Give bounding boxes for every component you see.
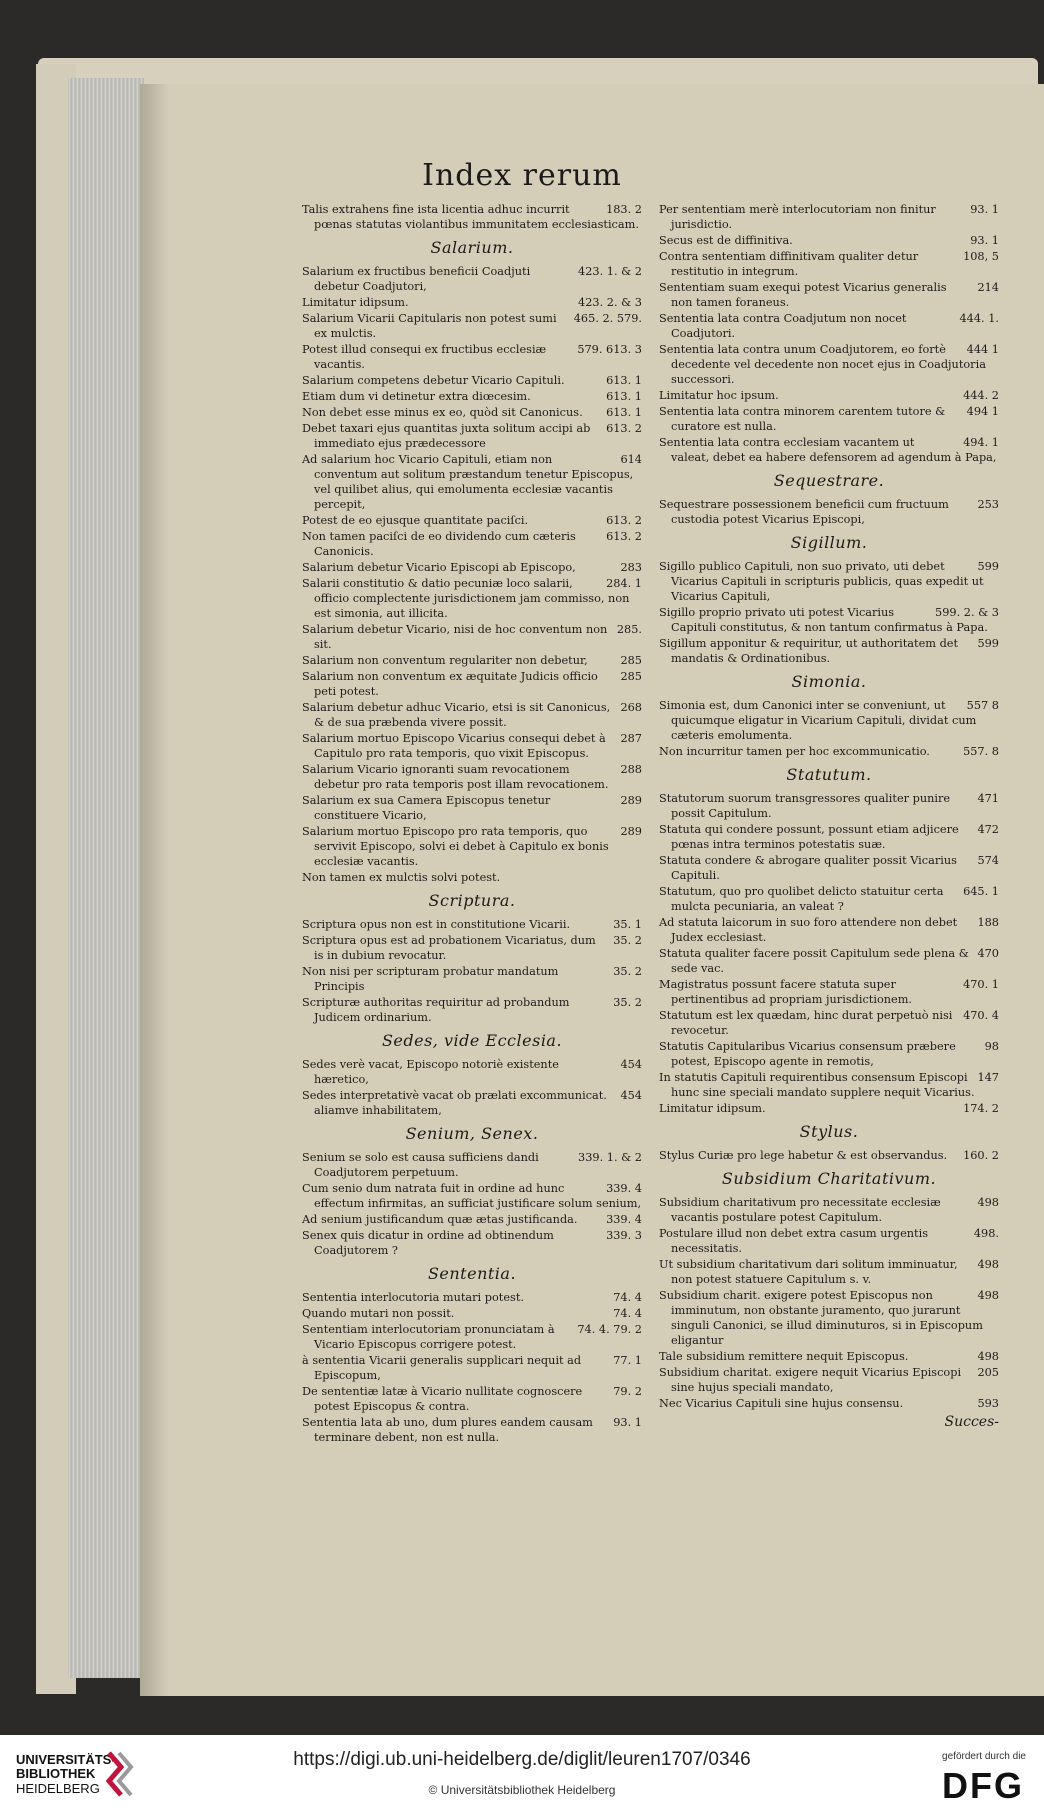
page-reference: 470. 1 [963, 978, 999, 991]
index-entry [302, 513, 642, 528]
index-entry [659, 1226, 999, 1256]
index-entry [302, 933, 642, 963]
entry-text: Limitatur idipsum. [659, 1102, 766, 1115]
page-reference: 574 [977, 854, 999, 867]
entry-text: Quando mutari non possit. [302, 1307, 455, 1320]
index-entry [302, 576, 642, 621]
copyright-notice: © Universitätsbibliothek Heidelberg [428, 1783, 616, 1797]
index-entry [302, 870, 642, 885]
library-name-line-1: UNIVERSITÄTS- [16, 1752, 116, 1767]
index-entry [302, 1322, 642, 1352]
entry-text: Subsidium charitativum pro necessitate ecclesiæ vacantis postulare potest Capitulum. [659, 1196, 941, 1224]
page-reference: 339. 4 [606, 1182, 642, 1195]
index-entry [659, 636, 999, 666]
entry-text: Magistratus possunt facere statuta super pertinentibus ad propriam jurisdictionem. [659, 978, 913, 1006]
index-heading: Subsidium Charitativum. [721, 1169, 937, 1188]
entry-text: Statuta qualiter facere possit Capitulum sede plena & sede vac. [659, 947, 969, 975]
entry-text: Per sententiam merè interlocutoriam non finitur jurisdictio. [659, 203, 936, 231]
entry-text: Sententia lata contra ecclesiam vacantem ut valeat, debet ea habere defensorem ad agendum à Papa, [659, 436, 997, 464]
page-reference: 284. 1 [606, 577, 642, 590]
page-reference: 174. 2 [963, 1102, 999, 1115]
index-entry [302, 1057, 642, 1087]
permalink-url[interactable]: https://digi.ub.uni-heidelberg.de/diglit/leuren1707/0346 [293, 1749, 751, 1770]
index-entry [659, 605, 999, 635]
page-title: Index rerum [422, 158, 622, 193]
index-entry [302, 653, 642, 668]
index-entry [302, 389, 642, 404]
index-entry [302, 342, 642, 372]
entry-text: Non incurritur tamen per hoc excommunicatio. [659, 745, 930, 758]
index-entry [659, 559, 999, 604]
index-entry [659, 1101, 999, 1116]
index-entry [302, 1306, 642, 1321]
index-entry [302, 824, 642, 869]
index-heading: Senium, Senex. [405, 1124, 539, 1143]
index-entry [302, 731, 642, 761]
page-reference: 288 [620, 763, 642, 776]
page-reference: 423. 1. & 2 [578, 265, 642, 278]
page-reference: 614 [620, 453, 642, 466]
index-entry [659, 915, 999, 945]
index-entry [302, 793, 642, 823]
page-reference: 285 [620, 654, 642, 667]
index-heading: Statutum. [786, 765, 872, 784]
index-entry [659, 249, 999, 279]
index-entry [659, 1396, 999, 1411]
entry-text: Non tamen ex mulctis solvi potest. [302, 871, 501, 884]
entry-text: Ad senium justificandum quæ ætas justificanda. [302, 1213, 578, 1226]
index-entry [302, 529, 642, 559]
page-reference: 147 [977, 1071, 999, 1084]
page-reference: 205 [977, 1366, 999, 1379]
index-entry [302, 917, 642, 932]
page-reference: 498 [977, 1289, 999, 1302]
book-cover-top [38, 58, 1038, 86]
page-reference: 108, 5 [963, 250, 999, 263]
index-entry [659, 698, 999, 743]
entry-text: Salarium non conventum ex æquitate Judicis officio peti potest. [302, 670, 598, 698]
entry-text: Sententia lata contra unum Coadjutorem, eo fortè decedente vel decedente non nocet ejus in Coadjutoria successori. [659, 343, 986, 386]
index-entry [659, 853, 999, 883]
index-entry [659, 1148, 999, 1163]
entry-text: Salarium Vicarii Capitularis non potest sumi ex mulctis. [302, 312, 557, 340]
page-reference: 98 [984, 1040, 999, 1053]
page-reference: 285. [616, 623, 642, 636]
entry-text: Salarium ex fructibus beneficii Coadjuti debetur Coadjutori, [302, 265, 531, 293]
index-entry [302, 202, 642, 232]
entry-text: Potest illud consequi ex fructibus ecclesiæ vacantis. [302, 343, 547, 371]
index-entry [659, 977, 999, 1007]
index-entry [659, 946, 999, 976]
entry-text: Salarium non conventum regulariter non debetur, [302, 654, 588, 667]
page-reference: 494. 1 [963, 436, 999, 449]
entry-text: Salarium competens debetur Vicario Capituli. [302, 374, 565, 387]
entry-text: Salarium debetur Vicario Episcopi ab Episcopo, [302, 561, 576, 574]
page-reference: 35. 2 [613, 996, 642, 1009]
page-reference: 283 [620, 561, 642, 574]
entry-text: Sententia lata contra Coadjutum non nocet Coadjutori. [659, 312, 907, 340]
entry-text: Salarium Vicario ignoranti suam revocationem debetur pro rata temporis post illam revocationem. [302, 763, 609, 791]
page-reference: 498. [973, 1227, 999, 1240]
entry-text: In statutis Capituli requirentibus consensum Episcopi hunc sine speciali mandato supplere nequit Vicarius. [659, 1071, 975, 1099]
entry-text: Subsidium charit. exigere potest Episcopus non imminutum, non obstante juramento, quo jurarunt singuli Canonici, se illud diminuturos, si in Episcopum eligantur [659, 1289, 983, 1347]
entry-text: Stylus Curiæ pro lege habetur & est observandus. [659, 1149, 948, 1162]
entry-text: Senium se solo est causa sufficiens dandi Coadjutorem perpetuum. [302, 1151, 539, 1179]
page-reference: 74. 4 [613, 1307, 642, 1320]
page-reference: 613. 2 [606, 422, 642, 435]
page-reference: 160. 2 [963, 1149, 999, 1162]
page-reference: 593 [977, 1397, 999, 1410]
index-entry [659, 1039, 999, 1069]
page-reference: 599. 2. & 3 [935, 606, 999, 619]
page-reference: 613. 1 [606, 374, 642, 387]
index-entry [302, 995, 642, 1025]
index-entry [659, 311, 999, 341]
page-reference: 557 8 [966, 699, 999, 712]
entry-text: Simonia est, dum Canonici inter se conveniunt, ut quicumque eligatur in Vicarium Capituli, dividat cum cæteris emolumenta. [659, 699, 977, 742]
entry-text: Salarium debetur adhuc Vicario, etsi is sit Canonicus, & de sua præbenda vivere possit. [302, 701, 611, 729]
page-reference: 498 [977, 1350, 999, 1363]
entry-text: Salarium mortuo Episcopo Vicarius consequi debet à Capitulo pro rata temporis, quo vixit Episcopus. [302, 732, 606, 760]
page-reference: 214 [977, 281, 999, 294]
entry-text: Secus est de diffinitiva. [659, 234, 793, 247]
entry-text: Postulare illud non debet extra casum urgentis necessitatis. [659, 1227, 929, 1255]
entry-text: Ad statuta laicorum in suo foro attendere non debet Judex ecclesiast. [659, 916, 958, 944]
index-entry [302, 964, 642, 994]
page-reference: 470 [977, 947, 999, 960]
page-edges [68, 78, 144, 1678]
index-entry [302, 1384, 642, 1414]
entry-text: Sedes interpretativè vacat ob prælati excommunicat. aliamve inhabilitatem, [302, 1089, 607, 1117]
index-entry [659, 404, 999, 434]
index-column-left [302, 202, 642, 1446]
index-entry [302, 1150, 642, 1180]
index-entry [302, 700, 642, 730]
index-entry [302, 1353, 642, 1383]
index-entry [659, 1257, 999, 1287]
funding-note: gefördert durch die [942, 1751, 1026, 1762]
index-entry [302, 311, 642, 341]
entry-text: Senex quis dicatur in ordine ad obtinendum Coadjutorem ? [302, 1229, 554, 1257]
entry-text: Limitatur hoc ipsum. [659, 389, 779, 402]
page-reference: 599 [977, 560, 999, 573]
entry-text: Salarium debetur Vicario, nisi de hoc conventum non sit. [302, 623, 608, 651]
index-entry [659, 1365, 999, 1395]
page-reference: 183. 2 [606, 203, 642, 216]
catchword: Succes- [944, 1414, 999, 1430]
page-reference: 35. 1 [613, 918, 642, 931]
index-entry [302, 762, 642, 792]
page-reference: 645. 1 [963, 885, 999, 898]
entry-text: Sigillum apponitur & requiritur, ut authoritatem det mandatis & Ordinationibus. [659, 637, 959, 665]
entry-text: Sententia lata contra minorem carentem tutore & curatore est nulla. [659, 405, 946, 433]
entry-text: Statuta condere & abrogare qualiter possit Vicarius Capituli. [659, 854, 957, 882]
page-reference: 470. 4 [963, 1009, 999, 1022]
dfg-logo[interactable]: DFG [942, 1765, 1024, 1806]
index-heading: Sententia. [427, 1264, 517, 1283]
page-reference: 613. 2 [606, 530, 642, 543]
entry-text: Non nisi per scripturam probatur mandatum Principis [302, 965, 559, 993]
page-reference: 494 1 [966, 405, 999, 418]
index-entry [659, 1288, 999, 1348]
entry-text: Tale subsidium remittere nequit Episcopus. [659, 1350, 909, 1363]
page-reference: 498 [977, 1258, 999, 1271]
entry-text: De sententiæ latæ à Vicario nullitate cognoscere potest Episcopus & contra. [302, 1385, 583, 1413]
viewer-footer [0, 1735, 1044, 1815]
index-entry [659, 202, 999, 232]
index-entry [659, 497, 999, 527]
page-reference: 444 1 [966, 343, 999, 356]
page-reference: 423. 2. & 3 [578, 296, 642, 309]
page-reference: 74. 4. 79. 2 [577, 1323, 642, 1336]
index-entry [302, 560, 642, 575]
index-entry [659, 342, 999, 387]
entry-text: Statutorum suorum transgressores qualiter punire possit Capitulum. [659, 792, 951, 820]
entry-text: Potest de eo ejusque quantitate paciſci. [302, 514, 529, 527]
page-reference: 454 [620, 1058, 642, 1071]
index-entry [659, 435, 999, 465]
entry-text: Sigillo proprio privato uti potest Vicarius Capituli constitutus, & non tantum confirmatus à Papa. [659, 606, 988, 634]
index-entry [302, 295, 642, 310]
entry-text: Statutum, quo pro quolibet delicto statuitur certa mulcta pecuniaria, an valeat ? [659, 885, 944, 913]
index-entry [659, 884, 999, 914]
page-reference: 93. 1 [970, 203, 999, 216]
page-reference: 579. 613. 3 [577, 343, 642, 356]
entry-text: Scriptura opus non est in constitutione Vicarii. [302, 918, 571, 931]
entry-text: Subsidium charitat. exigere nequit Vicarius Episcopi sine hujus speciali mandato, [659, 1366, 962, 1394]
entry-text: Scripturæ authoritas requiritur ad probandum Judicem ordinarium. [302, 996, 570, 1024]
page-reference: 93. 1 [613, 1416, 642, 1429]
page-reference: 557. 8 [963, 745, 999, 758]
index-column-right [659, 202, 999, 1430]
index-heading: Sigillum. [790, 533, 868, 552]
index-entry [302, 373, 642, 388]
page-reference: 454 [620, 1089, 642, 1102]
index-entry [659, 1070, 999, 1100]
page-reference: 77. 1 [613, 1354, 642, 1367]
index-entry [302, 405, 642, 420]
entry-text: Sententiam interlocutoriam pronunciatam à Vicario Episcopus corrigere potest. [302, 1323, 555, 1351]
page-reference: 79. 2 [613, 1385, 642, 1398]
index-entry [659, 1195, 999, 1225]
page-reference: 289 [620, 794, 642, 807]
entry-text: Sententia lata ab uno, dum plures eandem causam terminare debent, non est nulla. [302, 1416, 593, 1444]
entry-text: Cum senio dum natrata fuit in ordine ad hunc effectum infirmitas, an sufficiat justificare solum senium, [302, 1182, 642, 1210]
page-reference: 268 [620, 701, 642, 714]
library-city: HEIDELBERG [16, 1781, 100, 1796]
index-entry [659, 1008, 999, 1038]
page-reference: 498 [977, 1196, 999, 1209]
index-entry [659, 388, 999, 403]
page-reference: 285 [620, 670, 642, 683]
entry-text: Sententiam suam exequi potest Vicarius generalis non tamen foraneus. [659, 281, 947, 309]
library-name-line-2: BIBLIOTHEK [16, 1766, 96, 1781]
entry-text: Ut subsidium charitativum dari solitum imminuatur, non potest statuere Capitulum s. v. [659, 1258, 958, 1286]
page-reference: 339. 1. & 2 [578, 1151, 642, 1164]
page-reference: 35. 2 [613, 965, 642, 978]
entry-text: Debet taxari ejus quantitas juxta solitum accipi ab immediato ejus prædecessore [302, 422, 591, 450]
page-reference: 253 [977, 498, 999, 511]
page-reference: 599 [977, 637, 999, 650]
entry-text: Scriptura opus est ad probationem Vicariatus, dum is in dubium revocatur. [302, 934, 596, 962]
entry-text: à sententia Vicarii generalis supplicari nequit ad Episcopum, [302, 1354, 582, 1382]
index-heading: Sedes, vide Ecclesia. [381, 1031, 563, 1050]
index-entry [302, 1181, 642, 1211]
entry-text: Salarium ex sua Camera Episcopus tenetur constituere Vicario, [302, 794, 551, 822]
index-entry [659, 233, 999, 248]
index-entry [302, 452, 642, 512]
page-reference: 339. 3 [606, 1229, 642, 1242]
page-reference: 93. 1 [970, 234, 999, 247]
page-reference: 465. 2. 579. [573, 312, 642, 325]
page-reference: 287 [620, 732, 642, 745]
page-reference: 74. 4 [613, 1291, 642, 1304]
gutter-shadow [140, 84, 170, 1696]
index-entry [659, 822, 999, 852]
index-entry [659, 744, 999, 759]
entry-text: Non tamen paciſci de eo dividendo cum cæteris Canonicis. [302, 530, 576, 558]
entry-text: Statutum est lex quædam, hinc durat perpetuò nisi revocetur. [659, 1009, 953, 1037]
page-reference: 188 [977, 916, 999, 929]
index-entry [302, 1290, 642, 1305]
index-entry [302, 669, 642, 699]
index-entry [302, 1088, 642, 1118]
entry-text: Limitatur idipsum. [302, 296, 409, 309]
entry-text: Nec Vicarius Capituli sine hujus consensu. [659, 1397, 904, 1410]
entry-text: Etiam dum vi detinetur extra diœcesim. [302, 390, 531, 403]
page-reference: 471 [977, 792, 999, 805]
entry-text: Sequestrare possessionem beneficii cum fructuum custodia potest Vicarius Episcopi, [659, 498, 949, 526]
page-reference: 613. 2 [606, 514, 642, 527]
entry-text: Salarium mortuo Episcopo pro rata temporis, quo servivit Episcopo, solvi ei debet à Capitulo ex bonis ecclesiæ vacantis. [302, 825, 609, 868]
index-heading: Simonia. [791, 672, 867, 691]
index-entry [659, 791, 999, 821]
index-heading: Scriptura. [428, 891, 516, 910]
index-entry [659, 1349, 999, 1364]
index-entry [302, 1415, 642, 1445]
index-entry [302, 622, 642, 652]
entry-text: Salarii constitutio & datio pecuniæ loco salarii, officio complectente jurisdictionem jam commisso, non est simonia, aut illicita. [302, 577, 630, 620]
entry-text: Sigillo publico Capituli, non suo privato, uti debet Vicarius Capituli in scripturis publicis, quas expedit ut Vicarius Capituli, [659, 560, 984, 603]
index-heading: Salarium. [430, 238, 514, 257]
page-reference: 289 [620, 825, 642, 838]
index-entry [659, 280, 999, 310]
entry-text: Statutis Capitularibus Vicarius consensum præbere potest, Episcopo agente in remotis, [659, 1040, 956, 1068]
index-entry [302, 264, 642, 294]
entry-text: Ad salarium hoc Vicario Capituli, etiam non conventum aut solitum præstandum tenetur Episcopus, vel quilibet alius, qui emolumenta ecclesiæ vacantis percepit, [302, 453, 634, 511]
page-reference: 613. 1 [606, 390, 642, 403]
index-entry [302, 421, 642, 451]
index-heading: Stylus. [799, 1122, 859, 1141]
page-reference: 339. 4 [606, 1213, 642, 1226]
page-reference: 444. 1. [959, 312, 999, 325]
page-reference: 613. 1 [606, 406, 642, 419]
entry-text: Sedes verè vacat, Episcopo notoriè existente hæretico, [302, 1058, 559, 1086]
index-entry [302, 1212, 642, 1227]
entry-text: Contra sententiam diffinitivam qualiter detur restitutio in integrum. [659, 250, 919, 278]
entry-text: Statuta qui condere possunt, possunt etiam adjicere pœnas intra terminos potestatis suæ. [659, 823, 959, 851]
page-reference: 444. 2 [963, 389, 999, 402]
entry-text: Talis extrahens fine ista licentia adhuc incurrit pœnas statutas violantibus immunitatem ecclesiasticam. [302, 203, 639, 231]
page-reference: 472 [977, 823, 999, 836]
index-heading: Sequestrare. [773, 471, 885, 490]
page-reference: 35. 2 [613, 934, 642, 947]
entry-text: Non debet esse minus ex eo, quòd sit Canonicus. [302, 406, 583, 419]
entry-text: Sententia interlocutoria mutari potest. [302, 1291, 524, 1304]
index-entry [302, 1228, 642, 1258]
